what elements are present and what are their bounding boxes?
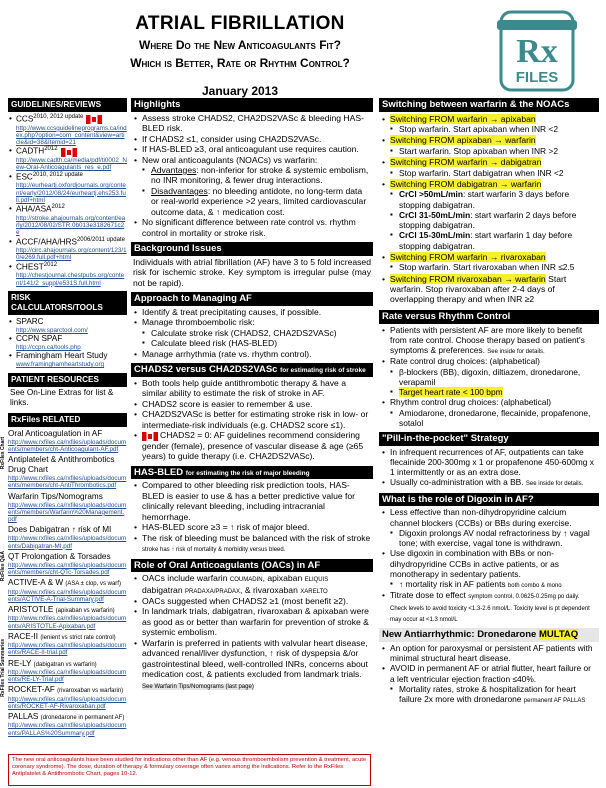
canada-flag-icon: [86, 115, 102, 124]
rate-item: • Patients with persistent AF are more likely to benefit from rate control. Choose therapy based on patient's symptoms & preferences. See inside for details.: [381, 325, 597, 357]
document-header: [0, 0, 480, 99]
chads-item: • Both tools help guide antithrombotic therapy & have a similar ability to estimate the risk of stroke in AF.: [133, 378, 371, 399]
footnote-box: The new oral anticoagulants have been studied for indications other than AF (e.g. venous thromboembolism prevention & treatment, acute coronary syndrome). The dose, duration of therapy & formulary coverage often varies among the indications. Refer to the RxFiles Antiplatelet & Antithrombotic Chart, pages 10-12.: [8, 754, 371, 786]
switch-subitem: ▪ Stop warfarin. Start rivaroxaban when INR ≤2.5: [381, 262, 597, 272]
dronedarone-header: New Antiarrhythmic: Dronedarone MULTAQ: [379, 628, 599, 642]
highlights-list: [131, 112, 373, 241]
switch-item: • Switching FROM dabigatran → warfarin: [381, 179, 597, 189]
pip-item: • In infrequent recurrences of AF, outpatients can take flecainide 200-300mg x 1 or propafenone 450-600mg x 1 intermittently or as an extra dose.: [381, 447, 597, 478]
side-label-trials: RxFiles Trial Summaries: [0, 638, 6, 697]
pill-in-pocket-list: [379, 446, 599, 491]
related-item: Antiplatelet & Antithrombotics Drug Chart http://www.rxfiles.ca/rxfiles/uploads/documents/members/cht-AntiThrombotics.pdf: [8, 455, 127, 490]
approach-item: • Manage arrhythmia (rate vs. rhythm control).: [133, 349, 371, 359]
hasbled-item: • The risk of bleeding must be balanced with the risk of stroke stroke has ↑ risk of mortality & morbidity versus bleed.: [133, 533, 371, 555]
dronedarone-item: • An option for paroxysmal or persistent AF patients with minimal structural heart disease.: [381, 643, 597, 664]
canada-flag-icon: [142, 432, 158, 441]
approach-item: • Identify & treat precipitating causes, if possible.: [133, 307, 371, 317]
highlight-item: • If HAS-BLED ≥3, oral anticoagulant use requires caution.: [133, 144, 371, 154]
rate-rhythm-header: Rate versus Rhythm Control: [379, 310, 599, 324]
related-list: [0, 428, 127, 737]
chads-item: • CHA2DS2VASc is better for estimating stroke risk in low- or intermediate-risk individuals (e.g. CHADS2 score ≤1).: [133, 409, 371, 430]
related-link[interactable]: http://www.rxfiles.ca/rxfiles/uploads/documents/members/cht-Anticoagulant-AF.pdf: [8, 438, 127, 453]
related-item: RACE-II (lenient vs strict rate control) http://www.rxfiles.ca/rxfiles/uploads/documents/RACE-II-trial.pdf: [8, 631, 127, 657]
risk-calculators-header: RISK CALCULATORS/TOOLS: [8, 291, 127, 315]
related-item: Oral Anticoagulation in AF http://www.rxfiles.ca/rxfiles/uploads/documents/members/cht-Anticoagulant-AF.pdf: [8, 428, 127, 453]
calculators-list: [8, 317, 127, 369]
switch-item: • Switching FROM apixaban → warfarin: [381, 135, 597, 145]
switch-subitem: ▪ CrCl 31-50mL/min: start warfarin 2 days before stopping dabigatran.: [381, 210, 597, 231]
approach-subitem: ▪ Calculate stroke risk (CHADS2, CHA2DS2VASc): [133, 328, 371, 338]
highlight-subitem: ▪ Advantages: non-inferior for stroke & systemic embolism, no INR monitoring, & fewer drug interactions.: [133, 165, 371, 186]
switching-list: [379, 112, 599, 307]
logo-files: FILES: [515, 69, 559, 86]
related-link[interactable]: http://www.rxfiles.ca/rxfiles/uploads/documents/members/cht-AntiThrombotics.pdf: [8, 475, 127, 490]
switch-subitem: ▪ Stop warfarin. Start dabigatran when INR <2: [381, 168, 597, 178]
subtitle-1: Where Do the New Anticoagulants Fit?: [139, 38, 341, 53]
dronedarone-item: • AVOID in permanent AF or atrial flutter, heart failure or a left ventricular ejection fraction ≤40%.: [381, 663, 597, 684]
rate-item: • Rhythm control drug choices: (alphabetical): [381, 397, 597, 407]
guideline-item: • ACCF/$AHA/HRS^{2006/2011 update}$ http://circ.ahajournals.org/content/123/10/e269.full.pdf+html: [8, 237, 127, 262]
approach-subitem: ▪ Calculate bleed risk (HAS-BLED): [133, 338, 371, 348]
highlight-item: • Assess stroke CHADS2, CHA2DS2VASc & bleeding HAS-BLED risk.: [133, 113, 371, 134]
canada-flag-icon: [61, 148, 77, 157]
pill-in-pocket-header: "Pill-in-the-pocket" Strategy: [379, 432, 599, 446]
related-item: ARISTOTLE (apixaban vs warfarin) http://www.rxfiles.ca/rxfiles/uploads/documents/ARISTOTLE-Apixaban.pdf: [8, 604, 127, 630]
rate-item: • Rate control drug choices: (alphabetical): [381, 356, 597, 366]
digoxin-item: • Use digoxin in combination with BBs or non-dihydropyridine CCBs in active patients, or as monotherapy in sedentary patients.: [381, 548, 597, 579]
digoxin-list: [379, 506, 599, 626]
related-link[interactable]: http://www.rxfiles.ca/rxfiles/uploads/documents/members/Warfarin%20Management.pdf: [8, 501, 127, 524]
background-text: Individuals with atrial fibrillation (AF) have 3 to 5 fold increased risk for ischemic stroke. Key symptom is irregular pulse (may not be rapid).: [133, 256, 371, 288]
oac-item: • OACs include warfarin COUMADIN, apixaban ELIQUIS dabigatran PRADAXA/PRADAX, & rivaroxaban XARELTO: [133, 573, 371, 596]
right-column: [379, 96, 599, 707]
chads-list: [131, 377, 373, 464]
related-link[interactable]: http://www.rxfiles.ca/rxfiles/uploads/documents/ACTIVE-A-Trial-Summary.pdf: [8, 588, 127, 603]
related-item: ROCKET-AF (rivaroxaban vs warfarin) http://www.rxfiles.ca/rxfiles/uploads/documents/ROCKET-AF-Rivaroxaban.pdf: [8, 685, 127, 710]
guideline-link[interactable]: http://eurheartj.oxfordjournals.org/content/early/2012/08/24/eurheartj.ehs253.full.pdf+html: [16, 182, 126, 204]
calculator-item: • CCPN SPAF http://ccpn.ca/tools.php: [8, 334, 127, 351]
rate-subitem: ▪ Target heart rate < 100 bpm: [381, 387, 597, 397]
guideline-link[interactable]: http://chestjournal.chestpubs.org/content/141/2_suppl/e531S.full.html: [16, 272, 125, 287]
chads-item: • CHADS2 score is easier to remember & use.: [133, 399, 371, 409]
page-title: ATRIAL FIBRILLATION: [135, 13, 345, 34]
pip-item: • Usually co-administration with a BB. See inside for details.: [381, 477, 597, 488]
guideline-item: • $ESC^{2010, 2012 update}$ http://eurheartj.oxfordjournals.org/content/early/2012/08/24/eurheartj.ehs253.full.pdf+html: [8, 172, 127, 204]
guideline-link[interactable]: http://www.ccsguidelineprograms.ca/index.php?option=com_content&view=article&id=38&Itemid=21: [16, 124, 127, 147]
related-link[interactable]: http://www.rxfiles.ca/rxfiles/uploads/documents/RACE-II-trial.pdf: [8, 642, 127, 657]
approach-item: • Manage thromboembolic risk:: [133, 317, 371, 327]
calculator-link[interactable]: http://ccpn.ca/tools.php: [16, 344, 81, 352]
rate-rhythm-list: [379, 324, 599, 431]
related-item: PALLAS (dronedarone in permanent AF) http://www.rxfiles.ca/rxfiles/uploads/documents/PALLAS%20Summary.pdf: [8, 712, 127, 737]
rate-subitem: ▪ Amiodarone, dronedarone, flecainide, propafenone, sotalol: [381, 408, 597, 429]
background-header: Background Issues: [131, 242, 373, 256]
hasbled-header: HAS-BLED for estimating the risk of major bleeding: [131, 466, 373, 480]
oac-item: • OACs suggested when CHADS2 ≥1 (most benefit ≥2).: [133, 596, 371, 606]
highlight-subitem: ▪ Disadvantages: no bleeding antidote, no long-term data or real-world experience >2 years, limited cardiovascular outcome data, & ↑ medication cost.: [133, 186, 371, 217]
hasbled-item: • Compared to other bleeding risk prediction tools, HAS-BLED is easier to use & has a better predictive value for clinically relevant bleeding, including intracranial hemorrhage.: [133, 480, 371, 522]
rxfiles-logo: [487, 10, 587, 92]
patient-resources-header: PATIENT RESOURCES: [8, 373, 127, 387]
highlights-header: Highlights: [131, 98, 373, 112]
guideline-item: • AHA/$ASA^{2012}$ http://stroke.ahajournals.org/content/early/2012/08/02/STR.0b013e3182671c2e: [8, 204, 127, 236]
switching-header: Switching between warfarin & the NOACs: [379, 98, 599, 112]
logo-rx: Rx: [516, 33, 558, 70]
digoxin-subitem: ▪ ↑ mortality risk in AF patients both combo & mono: [381, 579, 597, 590]
approach-header: Approach to Managing AF: [131, 292, 373, 306]
approach-list: [131, 306, 373, 361]
switch-subitem: ▪ CrCl >50mL/min: start warfarin 3 days before stopping dabigatran.: [381, 189, 597, 210]
oac-item: • In landmark trials, dabigatran, rivaroxaban & apixaban were as good as or better than warfarin for prevention of stroke & systemic embolism.: [133, 606, 371, 637]
digoxin-header: What is the role of Digoxin in AF?: [379, 493, 599, 507]
middle-column: [131, 96, 373, 693]
highlight-item: • New oral anticoagulants (NOACs) vs warfarin:: [133, 155, 371, 165]
switch-item: • Switching FROM rivaroxaban → warfarin Start warfarin. Stop rivaroxaban after 2-4 days of overlapping therapy and when INR ≥2: [381, 274, 597, 305]
switch-subitem: ▪ Start warfarin. Stop apixaban when INR >2: [381, 146, 597, 156]
calculator-item: • Framingham Heart Study www.framinghamheartstudy.org: [8, 351, 127, 368]
rxfiles-related-header: RxFiles RELATED: [8, 413, 127, 427]
related-item: QT Prolongation & Torsades http://www.rxfiles.ca/rxfiles/uploads/documents/members/cht-QTc-Torsades.pdf: [8, 551, 127, 576]
related-link[interactable]: http://www.rxfiles.ca/rxfiles/uploads/documents/members/cht-QTc-Torsades.pdf: [8, 561, 127, 576]
chads-header: CHADS2 versus CHA2DS2VASc for estimating risk of stroke: [131, 363, 373, 377]
related-link[interactable]: http://www.rxfiles.ca/rxfiles/uploads/documents/PALLAS%20Summary.pdf: [8, 722, 127, 737]
digoxin-subitem: ▪ Digoxin prolongs AV nodal refractoriness by ↑ vagal tone; with exercise, vagal tone is withdrawn.: [381, 528, 597, 549]
left-column: [0, 96, 127, 737]
switch-subitem: ▪ Stop warfarin. Start apixaban when INR <2: [381, 124, 597, 134]
highlight-item: • If CHADS2 ≤1, consider using CHA2DS2VASc.: [133, 134, 371, 144]
related-link[interactable]: http://www.rxfiles.ca/rxfiles/uploads/documents/ROCKET-AF-Rivaroxaban.pdf: [8, 695, 127, 710]
switch-item: • Switching FROM warfarin → dabigatran: [381, 157, 597, 167]
hasbled-list: [131, 479, 373, 556]
switch-item: • Switching FROM warfarin → apixaban: [381, 114, 597, 124]
guideline-link[interactable]: http://www.cadth.ca/media/pdf/ti0002_New-Oral-Anticoagulants_res_e.pdf: [16, 157, 127, 172]
oac-header: Role of Oral Anticoagulants (OACs) in AF: [131, 559, 373, 573]
issue-date: January 2013: [201, 84, 279, 99]
switch-subitem: ▪ CrCl 15-30mL/min: start warfarin 1 day before stopping dabigatran.: [381, 230, 597, 251]
guideline-item: • $CHEST^{2012}$ http://chestjournal.chestpubs.org/content/141/2_suppl/e531S.full.html: [8, 262, 127, 287]
chads-item: • CHADS2 = 0: AF guidelines recommend considering gender (female), presence of vascular disease & age (≥65 years) to guide therapy (i.e. CHA2DS2VASc).: [133, 430, 371, 461]
oac-list: [131, 572, 373, 693]
related-link[interactable]: http://www.rxfiles.ca/rxfiles/uploads/documents/RE-LY-Trial.pdf: [8, 668, 127, 684]
calculator-item: • SPARC http://www.sparctool.com/: [8, 317, 127, 334]
guideline-link[interactable]: http://circ.ahajournals.org/content/123/10/e269.full.pdf+html: [16, 247, 127, 262]
guidelines-header: GUIDELINES/REVIEWS: [8, 98, 127, 112]
related-link[interactable]: http://www.rxfiles.ca/rxfiles/uploads/documents/Dabigatran-MI.pdf: [8, 535, 127, 550]
related-item: Does Dabigatran ↑ risk of MI http://www.rxfiles.ca/rxfiles/uploads/documents/Dabigatran-MI.pdf: [8, 525, 127, 550]
dronedarone-list: [379, 642, 599, 708]
digoxin-item: • Titrate dose to effect symptom control, 0.0625-0.25mg po daily. Check levels to avoid toxicity <1.3-2.6 nmol/L. Toxicity level is pt dependent may occur at <1.3 nmol/L: [381, 590, 597, 624]
oac-item: • Warfarin is preferred in patients with valvular heart disease, advanced renal/liver dysfunction, ↑ risk of dyspepsia &/or gastrointestinal bleed, well-controlled INRs, concerns about medication cost, & patients excluded from landmark trials. See Warfarin Tips/Nomograms (last page): [133, 638, 371, 691]
related-link[interactable]: http://www.rxfiles.ca/rxfiles/uploads/documents/ARISTOTLE-Apixaban.pdf: [8, 615, 127, 630]
dronedarone-subitem: ▪ Mortality rates, stroke & hospitalization for heart failure 2x more with dronedarone permanent AF PALLAS: [381, 684, 597, 706]
calculator-link[interactable]: www.framinghamheartstudy.org: [16, 361, 105, 369]
side-label-chart: RxFiles Chart: [0, 436, 6, 469]
guidelines-list: [8, 114, 127, 287]
related-item: RE-LY (dabigatran vs warfarin) http://www.rxfiles.ca/rxfiles/uploads/documents/RE-LY-Trial.pdf: [8, 658, 127, 684]
digoxin-item: • Less effective than non-dihydropyridine calcium channel blockers (CCBs) or BBs during exercise.: [381, 507, 597, 528]
calculator-link[interactable]: http://www.sparctool.com/: [16, 326, 88, 334]
guideline-item: • $CCS^{2010, 2012 update}$ http://www.ccsguidelineprograms.ca/index.php?option=com_content&view=article&id=38&Itemid=21: [8, 114, 127, 146]
highlight-item: • No significant difference between rate control vs. rhythm control in mortality or stroke risk.: [133, 217, 371, 238]
rate-subitem: ▪ β-blockers (BB), digoxin, diltiazem, dronedarone, verapamil: [381, 367, 597, 388]
guideline-link[interactable]: http://stroke.ahajournals.org/content/early/2012/08/02/STR.0b013e3182671c2e: [16, 214, 126, 237]
patient-resources-text: See On-Line Extras for list & links.: [10, 387, 114, 407]
guideline-item: • $CADTH^{2012}$ http://www.cadth.ca/media/pdf/ti0002_New-Oral-Anticoagulants_res_e.pdf: [8, 146, 127, 171]
side-label-qa: RxFiles Q&A: [0, 550, 6, 581]
related-item: Warfarin Tips/Nomograms http://www.rxfiles.ca/rxfiles/uploads/documents/members/Warfarin%20Management.pdf: [8, 491, 127, 524]
hasbled-item: • HAS-BLED score ≥3 = ↑ risk of major bleed.: [133, 522, 371, 532]
switch-item: • Switching FROM warfarin → rivaroxaban: [381, 252, 597, 262]
subtitle-2: Which is Better, Rate or Rhythm Control?: [130, 55, 350, 70]
related-item: ACTIVE-A & W (ASA ± clop, vs warf) http://www.rxfiles.ca/rxfiles/uploads/documents/ACTIVE-A-Trial-Summary.pdf: [8, 578, 127, 603]
